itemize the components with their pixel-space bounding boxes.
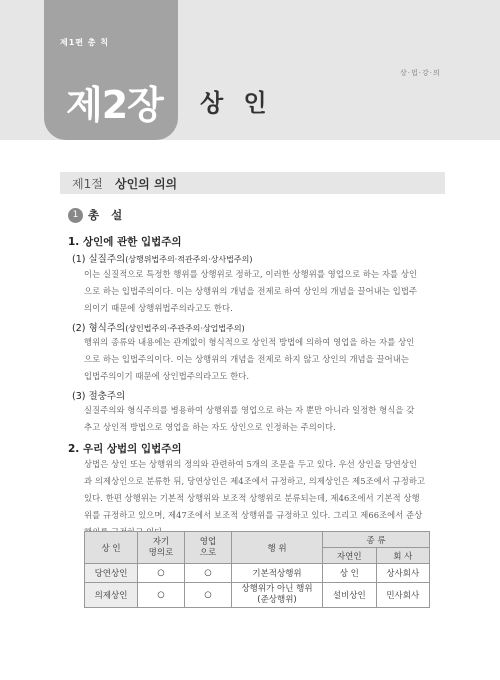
cell-own-name: ○ xyxy=(138,583,185,608)
paragraph-commercial-law xyxy=(84,456,425,541)
cell-natural: 설비상인 xyxy=(323,583,377,608)
text-line: 실질주의와 형식주의를 병용하여 상행위를 영업으로 하는 자 뿐만 아니라 일정한 형식을 갖 xyxy=(84,405,415,415)
text-line: 위를 규정하고 있으며, 제47조에서 보조적 상행위를 규정하고 있다. 그리고 제66조에서 준상 xyxy=(84,510,423,520)
chapter-number: 제2장 xyxy=(66,83,163,127)
cell-act xyxy=(232,583,323,608)
cell-business: ○ xyxy=(185,564,232,583)
cell-act: 기본적상행위 xyxy=(232,564,323,583)
th-business-line: 으로 xyxy=(199,547,217,558)
cell-company: 민사회사 xyxy=(376,583,430,608)
subsection-badge: 1 xyxy=(68,208,83,223)
merchant-table xyxy=(84,531,430,608)
text-line: 있다. 한편 상행위는 기본적 상행위와 보조적 상행위로 분류되는데, 제46조에서 기본적 상행 xyxy=(84,493,420,503)
text-line: 으로 하는 입법주의이다. 이는 상행위의 개념을 전제로 하지 않고 상인의 개념을 끌어내는 xyxy=(84,354,409,364)
th-own-name xyxy=(138,532,185,564)
th-business-line: 영업 xyxy=(199,536,217,547)
th-business xyxy=(185,532,232,564)
part-label: 제1편 총 칙 xyxy=(60,38,110,47)
subsection-title: 총 설 xyxy=(88,208,127,222)
heading-compromise: (3) 절충주의 xyxy=(72,391,126,402)
table-row xyxy=(85,583,430,608)
cell-merchant: 당연상인 xyxy=(85,564,138,583)
heading-formal xyxy=(72,320,245,334)
text-line: 의이기 때문에 상행위법주의라고도 한다. xyxy=(84,303,233,313)
paragraph-compromise xyxy=(84,402,414,436)
heading-substantive-note: (상행위법주의·적관주의·상사법주의) xyxy=(125,255,253,264)
cell-company: 상사회사 xyxy=(376,564,430,583)
th-company: 회 사 xyxy=(376,548,430,564)
section-number: 제1절 xyxy=(72,177,103,191)
cell-business: ○ xyxy=(185,583,232,608)
cell-merchant: 의제상인 xyxy=(85,583,138,608)
heading-substantive xyxy=(72,251,252,265)
table-row xyxy=(85,564,430,583)
cell-act-line: (준상행위) xyxy=(257,595,297,605)
th-own-name-line: 자기 xyxy=(152,536,170,547)
text-line: 입법주의이기 때문에 상인법주의라고도 한다. xyxy=(84,371,250,381)
heading-substantive-title: (1) 실질주의 xyxy=(72,254,126,265)
th-merchant: 상 인 xyxy=(85,532,138,564)
text-line: 이는 실질적으로 특정한 행위를 상행위로 정하고, 이러한 상행위를 영업으로 하는 자를 상인 xyxy=(84,269,418,279)
paragraph-substantive xyxy=(84,266,417,317)
paragraph-formal xyxy=(84,334,414,385)
chapter-title: 상 인 xyxy=(200,89,273,117)
text-line: 행위의 종류와 내용에는 관계없이 형식적으로 상인적 방법에 의하여 영업을 하는 자를 상인 xyxy=(84,337,415,347)
text-line: 상법은 상인 또는 상행위의 정의와 관련하여 5개의 조문을 두고 있다. 우선 상인을 당연상인 xyxy=(84,459,418,469)
th-own-name-line: 명의로 xyxy=(148,547,174,558)
heading-legislation: 1. 상인에 관한 입법주의 xyxy=(68,236,182,248)
th-act: 행 위 xyxy=(232,532,323,564)
th-natural-person: 자연인 xyxy=(323,548,377,564)
text-line: 과 의제상인으로 분류한 뒤, 당연상인은 제4조에서 규정하고, 의제상인은 제5조에서 규정하고 xyxy=(84,476,426,486)
heading-formal-note: (상인법주의·주관주의·상업법주의) xyxy=(125,324,245,333)
text-line: 추고 상인적 방법으로 영업을 하는 자도 상인으로 인정하는 주의이다. xyxy=(84,422,336,432)
th-kind: 종 류 xyxy=(323,532,430,548)
text-line: 으로 하는 입법주의이다. 이는 상행위의 개념을 전제로 하여 상인의 개념을 끌어내는 입법주 xyxy=(84,286,418,296)
cell-act-line: 상행위가 아닌 행위 xyxy=(241,584,313,594)
book-mark: 상·법·강·의 xyxy=(400,69,441,77)
section-title: 상인의 의의 xyxy=(115,177,178,191)
heading-commercial-law: 2. 우리 상법의 입법주의 xyxy=(68,443,182,455)
cell-natural: 상 인 xyxy=(323,564,377,583)
heading-formal-title: (2) 형식주의 xyxy=(72,323,126,334)
cell-own-name: ○ xyxy=(138,564,185,583)
